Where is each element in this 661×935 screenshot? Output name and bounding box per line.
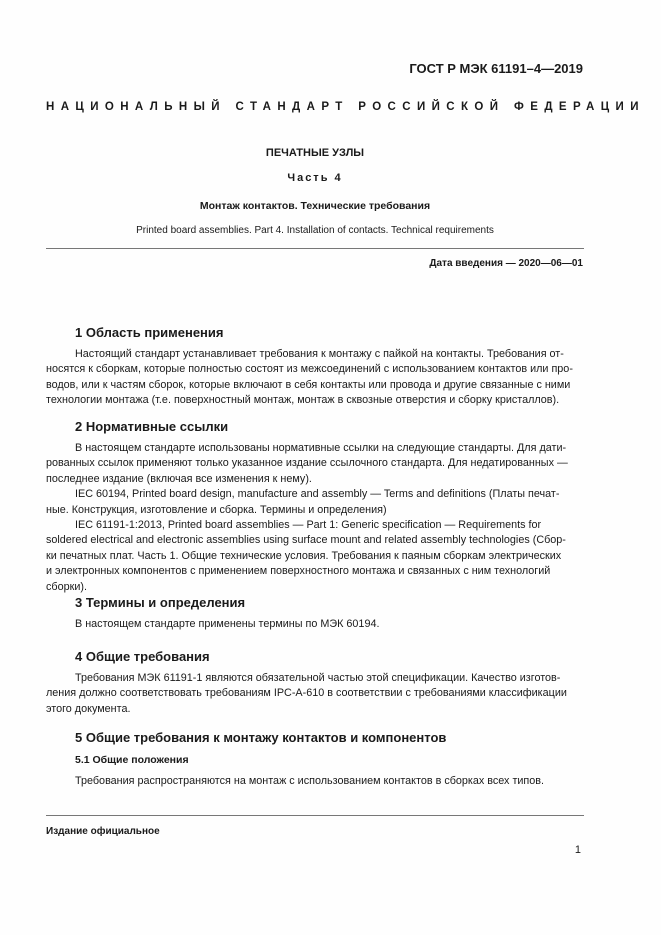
text-line: IEC 60194, Printed board design, manufacture and assembly — Terms and definitions (Платы печат- (75, 488, 560, 501)
document-subtitle: Монтаж контактов. Технические требования (199, 200, 431, 212)
text-line: носятся к сборкам, которые полностью состоят из межсоединений с использованием контактов или про- (46, 363, 573, 376)
text-line: этого документа. (46, 702, 131, 715)
document-title: ПЕЧАТНЫЕ УЗЛЫ (265, 147, 365, 159)
text-line: В настоящем стандарте использованы нормативные ссылки на следующие стандарты. Для дати- (75, 442, 567, 454)
section-3-text (46, 617, 584, 632)
text-line: В настоящем стандарте применены термины по МЭК 60194. (75, 618, 380, 630)
national-standard-banner: НАЦИОНАЛЬНЫЙ СТАНДАРТ РОССИЙСКОЙ ФЕДЕРАЦИИ (46, 101, 645, 113)
text-line: Требования распространяются на монтаж с использованием контактов в сборках всех типов. (75, 775, 545, 787)
text-line: ления должно соответствовать требованиям IPC-A-610 в соответствии с требованиями классификации (46, 687, 567, 700)
footer-divider (46, 815, 584, 816)
section-5-1-text (46, 774, 584, 789)
document-part: Часть 4 (287, 172, 343, 184)
header-divider (46, 248, 584, 249)
text-line: и электронных компонентов с применением поверхностного монтажа и связанных с ним технологий (46, 565, 551, 578)
english-title: Printed board assemblies. Part 4. Installation of contacts. Technical requirements (136, 225, 494, 236)
text-line: IEC 61191-1:2013, Printed board assemblies — Part 1: Generic specification — Requirements for (75, 519, 542, 532)
text-line: Требования МЭК 61191-1 являются обязательной частью этой спецификации. Качество изготов- (75, 672, 561, 684)
page-number: 1 (574, 844, 581, 856)
text-line: soldered electrical and electronic assemblies using surface mount and related assembly technologies (Сбор- (46, 534, 566, 547)
text-line: последнее издание (включая все изменения к нему). (46, 472, 312, 485)
text-line: Настоящий стандарт устанавливает требования к монтажу с пайкой на контакты. Требования от- (75, 348, 564, 360)
text-line: водов, или к частям сборок, которые включают в себя контакты или провода и другие связанные с ними (46, 378, 571, 391)
section-4-heading: 4 Общие требования (75, 649, 210, 664)
section-2-text (46, 441, 584, 595)
introduction-date: Дата введения — 2020—06—01 (429, 258, 583, 269)
section-1-text (46, 347, 584, 409)
text-line: ные. Конструкция, изготовление и сборка. Термины и определения) (46, 503, 387, 516)
section-5-heading: 5 Общие требования к монтажу контактов и компонентов (75, 730, 447, 745)
gost-identifier: ГОСТ Р МЭК 61191–4—2019 (409, 61, 583, 76)
text-line: ки печатных плат. Часть 1. Общие технические условия. Требования к паяным сборкам электрических (46, 549, 562, 562)
text-line: сборки). (46, 580, 87, 593)
text-line: рованных ссылок применяют только указанное издание ссылочного стандарта. Для недатированных — (46, 457, 568, 470)
section-5-1-heading: 5.1 Общие положения (75, 754, 189, 766)
section-4-text (46, 671, 584, 717)
section-2-heading: 2 Нормативные ссылки (75, 419, 229, 434)
section-1-heading: 1 Область применения (75, 325, 224, 340)
section-3-heading: 3 Термины и определения (75, 595, 246, 610)
text-line: технологии монтажа (т.е. поверхностный монтаж, монтаж в сквозные отверстия и сборку кристаллов). (46, 394, 560, 407)
official-edition-label: Издание официальное (46, 826, 160, 837)
